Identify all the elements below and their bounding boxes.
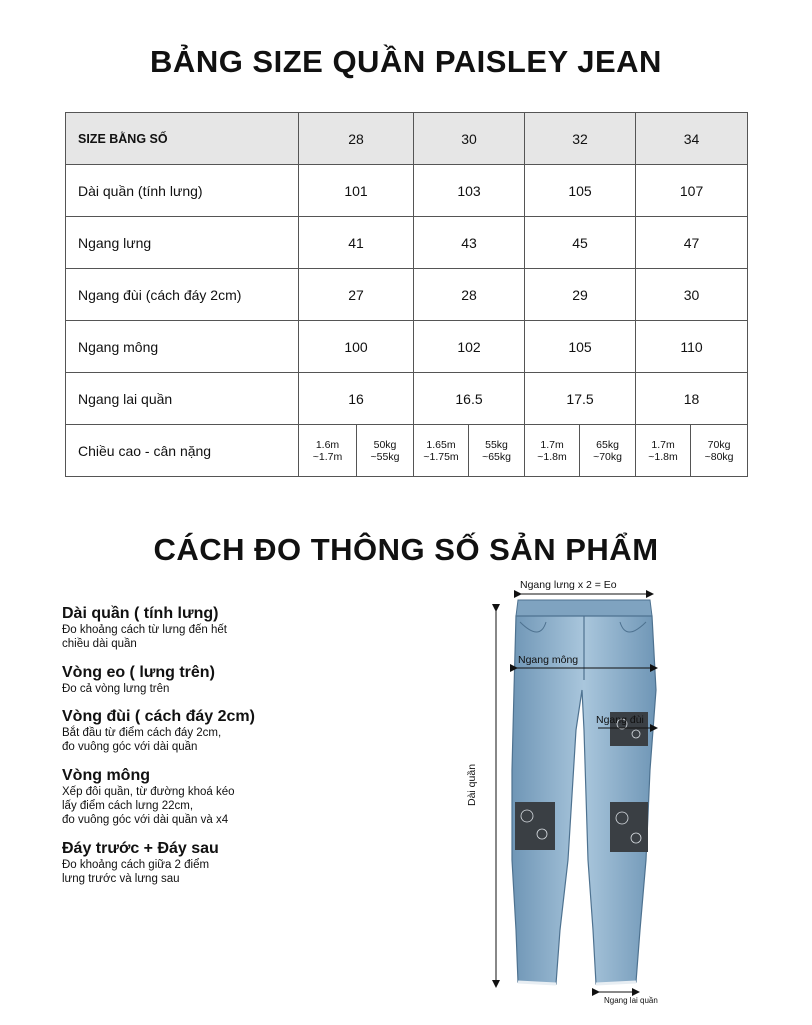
weight-from: 70kg — [707, 438, 731, 451]
instruction-line: Đo khoảng cách từ lưng đến hết — [62, 624, 228, 636]
row-label: Ngang mông — [66, 321, 299, 373]
weight-to: ~80kg — [704, 450, 734, 463]
size-chart-title: BẢNG SIZE QUẦN PAISLEY JEAN — [150, 44, 662, 79]
size-30: 30 — [414, 113, 525, 165]
instruction-heading: Đáy trước + Đáy sau — [62, 840, 219, 857]
table-cell: 100 — [299, 321, 414, 373]
table-cell: 103 — [414, 165, 525, 217]
jeans-diagram — [460, 570, 810, 1020]
height-cell — [414, 425, 469, 477]
jeans-illustration — [460, 570, 810, 1020]
height-from: 1.7m — [540, 438, 564, 451]
table-cell: 105 — [525, 165, 636, 217]
row-label: Chiều cao - cân nặng — [66, 425, 299, 477]
table-row — [66, 217, 748, 269]
instruction-heading: Dài quần ( tính lưng) — [62, 605, 219, 622]
instruction-thigh — [62, 707, 255, 754]
left-knee-patch — [515, 802, 555, 850]
measure-guide-title: CÁCH ĐO THÔNG SỐ SẢN PHẨM — [153, 532, 659, 567]
table-cell: 45 — [525, 217, 636, 269]
height-cell — [525, 425, 580, 477]
weight-cell — [691, 425, 748, 477]
instruction-heading: Vòng đùi ( cách đáy 2cm) — [62, 708, 255, 725]
table-header-row — [66, 113, 748, 165]
right-knee-patch — [610, 802, 648, 852]
table-cell: 28 — [414, 269, 525, 321]
table-cell: 18 — [636, 373, 748, 425]
table-cell: 29 — [525, 269, 636, 321]
size-34: 34 — [636, 113, 748, 165]
instruction-line: chiều dài quần — [62, 638, 137, 650]
table-cell: 17.5 — [525, 373, 636, 425]
header-label: SIZE BẰNG SỐ — [66, 113, 299, 165]
instruction-line: lấy điểm cách lưng 22cm, — [62, 800, 194, 812]
table-cell: 16.5 — [414, 373, 525, 425]
height-cell — [636, 425, 691, 477]
weight-from: 55kg — [485, 438, 508, 451]
thigh-label: Ngang đùi — [596, 714, 644, 726]
height-to: ~1.8m — [537, 450, 567, 463]
table-cell: 102 — [414, 321, 525, 373]
table-cell: 110 — [636, 321, 748, 373]
table-cell: 47 — [636, 217, 748, 269]
height-to: ~1.75m — [423, 450, 459, 463]
instruction-line: Xếp đôi quần, từ đường khoá kéo — [62, 786, 235, 798]
table-row — [66, 269, 748, 321]
weight-cell — [469, 425, 525, 477]
size-28: 28 — [299, 113, 414, 165]
table-cell: 43 — [414, 217, 525, 269]
hem-label: Ngang lai quần — [604, 996, 658, 1005]
instruction-line: Đo khoảng cách giữa 2 điểm — [62, 859, 210, 871]
table-cell: 107 — [636, 165, 748, 217]
size-32: 32 — [525, 113, 636, 165]
table-row — [66, 165, 748, 217]
table-row-height-weight — [66, 425, 748, 477]
instruction-waist — [62, 663, 215, 696]
weight-to: ~70kg — [593, 450, 622, 463]
weight-from: 65kg — [596, 438, 619, 451]
table-cell: 101 — [299, 165, 414, 217]
length-label: Dài quần — [466, 763, 478, 806]
height-from: 1.65m — [426, 438, 456, 451]
table-cell: 105 — [525, 321, 636, 373]
size-table — [65, 112, 748, 477]
height-to: ~1.8m — [648, 450, 678, 463]
table-cell: 27 — [299, 269, 414, 321]
instruction-line: lưng trước và lưng sau — [62, 873, 180, 885]
instruction-length — [62, 604, 227, 651]
row-label: Ngang lưng — [66, 217, 299, 269]
row-label: Ngang đùi (cách đáy 2cm) — [66, 269, 299, 321]
waist-label: Ngang lưng x 2 = Eo — [520, 579, 617, 591]
instruction-heading: Vòng eo ( lưng trên) — [62, 664, 215, 681]
weight-cell — [580, 425, 636, 477]
height-to: ~1.7m — [312, 450, 343, 463]
table-row — [66, 321, 748, 373]
table-cell: 41 — [299, 217, 414, 269]
instruction-line: Bắt đầu từ điểm cách đáy 2cm, — [62, 727, 222, 739]
table-cell: 30 — [636, 269, 748, 321]
hip-label: Ngang mông — [518, 654, 579, 666]
table-row — [66, 373, 748, 425]
instruction-hip — [62, 766, 235, 827]
instruction-line: đo vuông góc với dài quần — [62, 741, 198, 753]
weight-to: ~65kg — [482, 450, 511, 463]
instruction-line: đo vuông góc với dài quần và x4 — [62, 814, 229, 826]
table-cell: 16 — [299, 373, 414, 425]
weight-to: ~55kg — [370, 450, 400, 463]
instruction-line: Đo cả vòng lưng trên — [62, 683, 170, 695]
weight-cell — [357, 425, 414, 477]
row-label: Ngang lai quần — [66, 373, 299, 425]
row-label: Dài quần (tính lưng) — [66, 165, 299, 217]
weight-from: 50kg — [373, 438, 397, 451]
height-cell — [299, 425, 357, 477]
instruction-rise — [62, 839, 219, 886]
height-from: 1.7m — [651, 438, 675, 451]
instruction-heading: Vòng mông — [62, 767, 150, 784]
height-from: 1.6m — [315, 438, 340, 451]
